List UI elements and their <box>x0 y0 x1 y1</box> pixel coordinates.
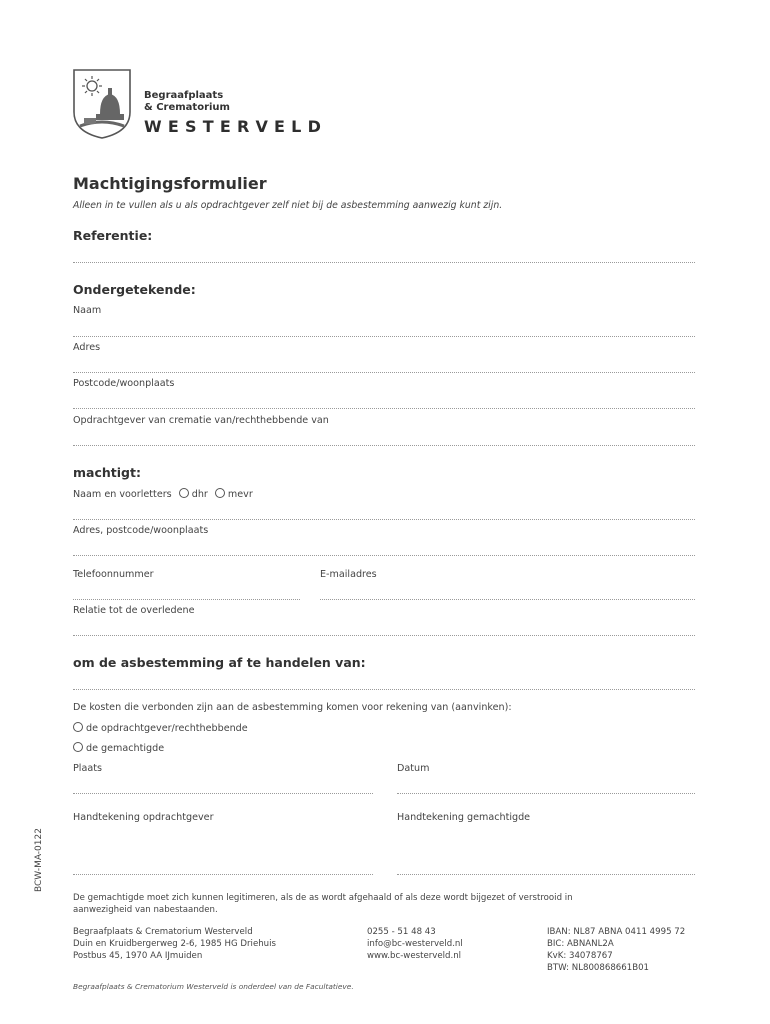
email-field[interactable] <box>320 599 695 600</box>
referentie-heading: Referentie: <box>73 228 153 243</box>
opdrachtgever-label: Opdrachtgever van crematie van/rechthebbende van <box>73 415 329 426</box>
option-dhr-label: dhr <box>191 489 208 500</box>
handtekening-gemachtigde-label: Handtekening gemachtigde <box>397 812 531 823</box>
address-line: Begraafplaats & Crematorium Westerveld <box>73 927 253 937</box>
legitimatie-note-line1: De gemachtigde moet zich kunnen legitimeren, als de as wordt afgehaald of als deze wordt bijgezet of verstrooid in <box>73 893 573 903</box>
adres-label: Adres <box>73 342 101 353</box>
naam-voorletters-field[interactable] <box>73 519 695 520</box>
address-line: Postbus 45, 1970 AA IJmuiden <box>73 951 203 961</box>
adres-field[interactable] <box>73 372 695 373</box>
form-subtitle: Alleen in te vullen als u als opdrachtgever zelf niet bij de asbestemming aanwezig kunt zijn. <box>73 200 503 211</box>
ondergetekende-heading: Ondergetekende: <box>73 282 196 297</box>
kosten-option2-label: de gemachtigde <box>86 743 165 754</box>
radio-opdrachtgever[interactable] <box>73 722 83 732</box>
datum-label: Datum <box>397 763 430 774</box>
option-dhr[interactable] <box>179 488 208 500</box>
logo-text-crematorium: & Crematorium <box>144 102 230 113</box>
legitimatie-note-line2: aanwezigheid van nabestaanden. <box>73 905 218 915</box>
datum-field[interactable] <box>397 793 695 794</box>
postcode-label: Postcode/woonplaats <box>73 378 175 389</box>
kosten-option-gemachtigde[interactable] <box>73 742 164 754</box>
handtekening-opdrachtgever-label: Handtekening opdrachtgever <box>73 812 214 823</box>
referentie-field[interactable] <box>73 262 695 263</box>
naam-voorletters-row <box>73 488 253 500</box>
adres-postcode-field[interactable] <box>73 555 695 556</box>
form-title: Machtigingsformulier <box>73 174 267 193</box>
telefoon-label: Telefoonnummer <box>73 569 154 580</box>
kosten-option1-label: de opdrachtgever/rechthebbende <box>86 723 248 734</box>
radio-dhr[interactable] <box>179 488 189 498</box>
document-code: BCW-MA-0122 <box>34 828 44 892</box>
handtekening-gemachtigde-field[interactable] <box>397 874 695 875</box>
footer-tagline: Begraafplaats & Crematorium Westerveld is onderdeel van de Facultatieve. <box>73 982 354 991</box>
asbestemming-field[interactable] <box>73 689 695 690</box>
radio-gemachtigde[interactable] <box>73 742 83 752</box>
naam-field[interactable] <box>73 336 695 337</box>
adres-postcode-label: Adres, postcode/woonplaats <box>73 525 209 536</box>
naam-voorletters-label: Naam en voorletters <box>73 489 172 500</box>
footer-contact <box>367 926 463 962</box>
option-mevr-label: mevr <box>227 489 253 500</box>
logo-text-begraafplaats: Begraafplaats <box>144 90 224 101</box>
opdrachtgever-field[interactable] <box>73 445 695 446</box>
plaats-field[interactable] <box>73 793 373 794</box>
footer-bank <box>547 926 685 974</box>
handtekening-opdrachtgever-field[interactable] <box>73 874 373 875</box>
kosten-option-opdrachtgever[interactable] <box>73 722 248 734</box>
telefoon-field[interactable] <box>73 599 300 600</box>
kvk: KvK: 34078767 <box>547 951 613 961</box>
naam-label: Naam <box>73 305 102 316</box>
btw: BTW: NL800868661B01 <box>547 963 650 973</box>
kosten-text: De kosten die verbonden zijn aan de asbestemming komen voor rekening van (aanvinken): <box>73 702 512 713</box>
westerveld-logo-emblem <box>72 68 132 140</box>
footer-address <box>73 926 276 962</box>
asbestemming-heading: om de asbestemming af te handelen van: <box>73 655 366 670</box>
email-address: info@bc-westerveld.nl <box>367 939 463 949</box>
plaats-label: Plaats <box>73 763 102 774</box>
bic: BIC: ABNANL2A <box>547 939 614 949</box>
radio-mevr[interactable] <box>215 488 225 498</box>
option-mevr[interactable] <box>215 488 253 500</box>
logo-wordmark: WESTERVELD <box>144 117 328 136</box>
iban: IBAN: NL87 ABNA 0411 4995 72 <box>547 927 686 937</box>
relatie-label: Relatie tot de overledene <box>73 605 195 616</box>
phone-number: 0255 - 51 48 43 <box>367 927 436 937</box>
website: www.bc-westerveld.nl <box>367 951 462 961</box>
relatie-field[interactable] <box>73 635 695 636</box>
address-line: Duin en Kruidbergerweg 2-6, 1985 HG Driehuis <box>73 939 276 949</box>
machtigt-heading: machtigt: <box>73 465 141 480</box>
email-label: E-mailadres <box>320 569 377 580</box>
postcode-field[interactable] <box>73 408 695 409</box>
